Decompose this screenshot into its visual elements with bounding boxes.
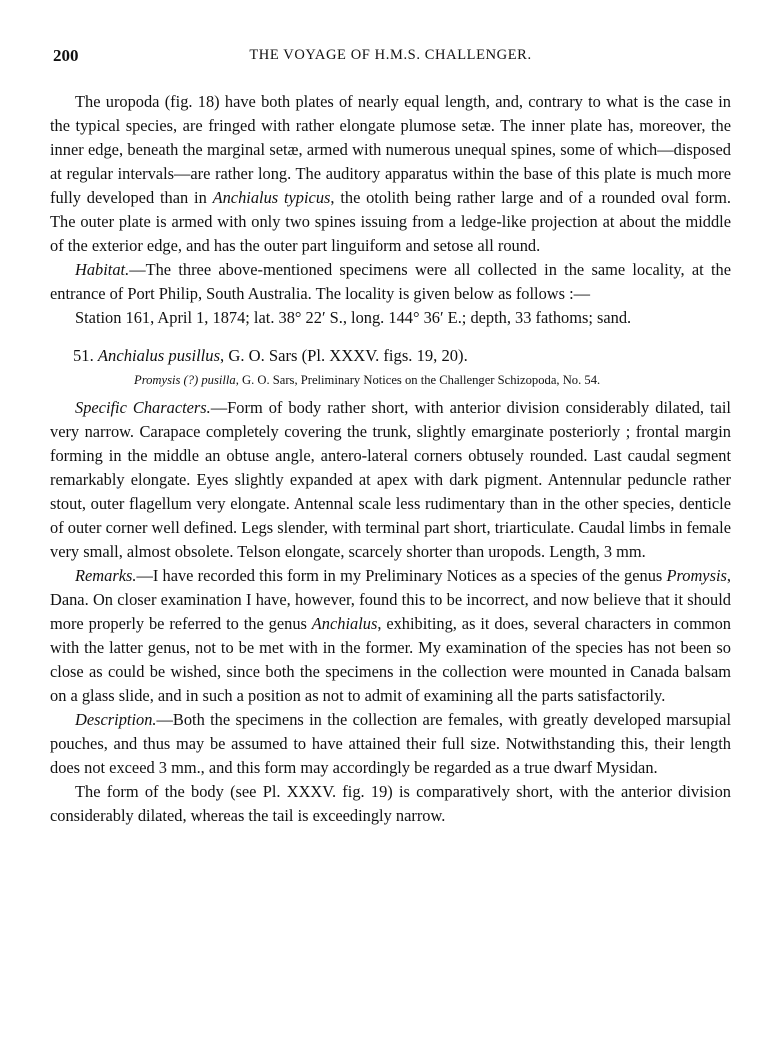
station-record: Station 161, April 1, 1874; lat. 38° 22′ S., long. 144° 36′ E.; depth, 33 fathoms; sand. [75,308,632,327]
running-title: THE VOYAGE OF H.M.S. CHALLENGER. [249,47,532,63]
paragraph-body-form: The form of the body (see Pl. XXXV. fig. 19) is comparatively short, with the anterior division considerably dilated, whereas the tail is exceedingly narrow. [50,782,731,825]
paragraph-specific-characters: Specific Characters.—Form of body rather short, with anterior division considerably dilated, tail very narrow. Carapace completely covering the trunk, slightly emarginate posteriorly ; frontal margin forming in the middle an obtuse angle, antero-lateral corners obtusely rounded. Last caudal segment remarkably elongate. Eyes slightly expanded at apex with dark pigment. Antennular peduncle rather stout, outer flagellum very elongate. Antennal scale less rudimentary than in the other species, denticle of outer corner well defined. Legs slender, with terminal part short, triarticulate. Caudal limbs in female very small, almost obsolete. Telson elongate, scarcely shorter than uropods. Length, 3 mm. [50,398,731,561]
paragraph-uropoda: The uropoda (fig. 18) have both plates of nearly equal length, and, contrary to what is the case in the typical species, are fringed with rather elongate plumose setæ. The inner plate has, moreover, the inner edge, beneath the marginal setæ, armed with numerous unequal spines, some of which—disposed at regular intervals—are rather long. The auditory apparatus within the base of this plate is much more fully developed than in Anchialus typicus, the otolith being rather large and of a rounded oval form. The outer plate is armed with only two spines issuing from a ledge-like projection at about the middle of the exterior edge, and has the outer part linguiform and setose all round. [50,92,731,255]
paragraph-habitat: Habitat.—The three above-mentioned specimens were all collected in the same locality, at the entrance of Port Philip, South Australia. The locality is given below as follows :— [50,260,731,303]
page-header [50,46,731,68]
section-label: Habitat. [75,260,130,279]
paragraph-description: Description.—Both the specimens in the collection are females, with greatly developed marsupial pouches, and thus may be assumed to have attained their full size. Notwithstanding this, their length does not exceed 3 mm., and this form may accordingly be regarded as a true dwarf Mysidan. [50,710,731,777]
species-name: Anchialus pusillus [97,346,221,365]
paragraph-remarks: Remarks.—I have recorded this form in my Preliminary Notices as a species of the genus Promysis, Dana. On closer examination I have, however, found this to be incorrect, and now believe that it should more properly be referred to the genus Anchialus, exhibiting, as it does, several characters in common with the latter genus, not to be met with in the former. My examination of the species has not been so close as could be wished, since both the specimens in the collection were mounted in Canada balsam on a glass slide, and in such a position as not to admit of examining all the parts satisfactorily. [50,566,731,705]
page-number: 200 [53,46,79,65]
section-label: Specific Characters. [75,398,211,417]
section-label: Remarks. [75,566,137,585]
section-label: Description. [75,710,157,729]
taxon-name: Anchialus typicus [212,188,331,207]
page-body [50,90,731,828]
synonym-reference: Promysis (?) pusilla, G. O. Sars, Preliminary Notices on the Challenger Schizopoda, No. 54. [134,373,601,387]
species-heading: 51. Anchialus pusillus, G. O. Sars (Pl. XXXV. figs. 19, 20). [73,346,468,365]
